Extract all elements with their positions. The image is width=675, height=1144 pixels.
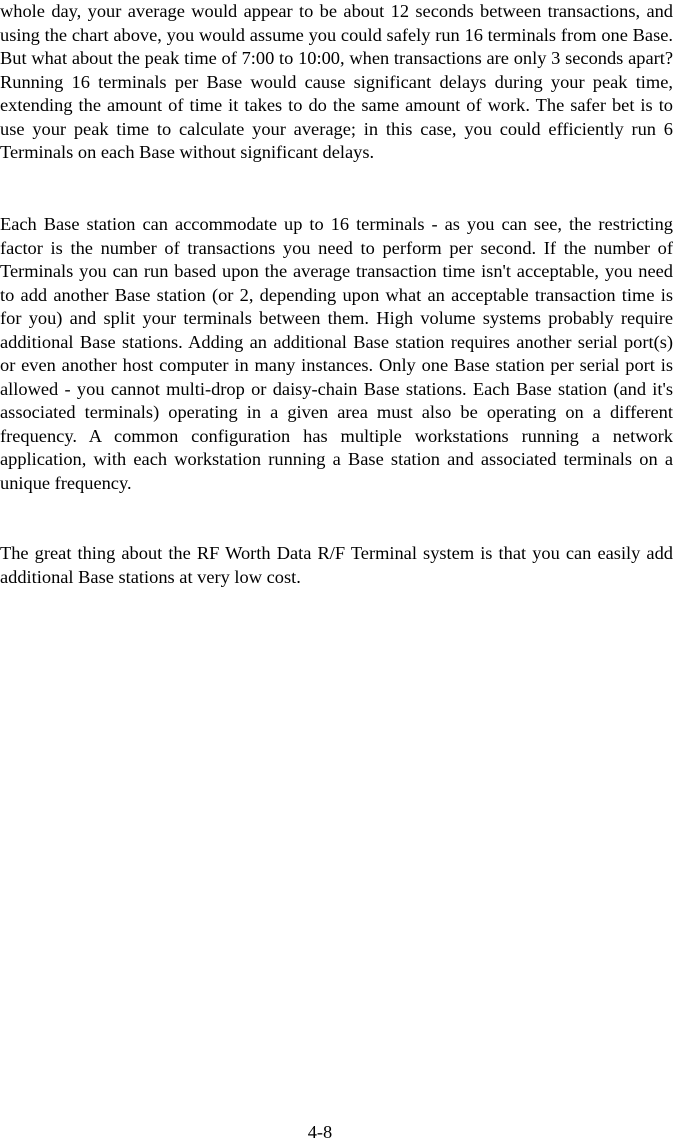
page-number: 4-8	[307, 1122, 333, 1142]
paragraph-additional-base-stations: The great thing about the RF Worth Data R/F Terminal system is that you can easily add additional Base stations at very low cost.	[0, 543, 673, 587]
paragraph-base-station-capacity: Each Base station can accommodate up to 16 terminals - as you can see, the restricting factor is the number of transactions you need to perform per second. If the number of Terminals you can run based upon the average transaction time isn't acceptable, you need to add another Base station (or 2, depending upon what an acceptable transaction time is for you) and split your terminals between them. High volume systems probably require additional Base stations. Adding an additional Base station requires another serial port(s) or even another host computer in many instances. Only one Base station per serial port is allowed - you cannot multi-drop or daisy-chain Base stations. Each Base station (and it's associated terminals) operating in a given area must also be operating on a different frequency. A common configuration has multiple workstations running a network application, with each workstation running a Base station and associated terminals on a unique frequency.	[0, 214, 673, 493]
paragraph-peak-time-average: whole day, your average would appear to be about 12 seconds between transactions, and using the chart above, you would assume you could safely run 16 terminals from one Base. But what about the peak time of 7:00 to 10:00, when transactions are only 3 seconds apart? Running 16 terminals per Base would cause significant delays during your peak time, extending the amount of time it takes to do the same amount of work. The safer bet is to use your peak time to calculate your average; in this case, you could efficiently run 6 Terminals on each Base without significant delays.	[0, 1, 673, 162]
